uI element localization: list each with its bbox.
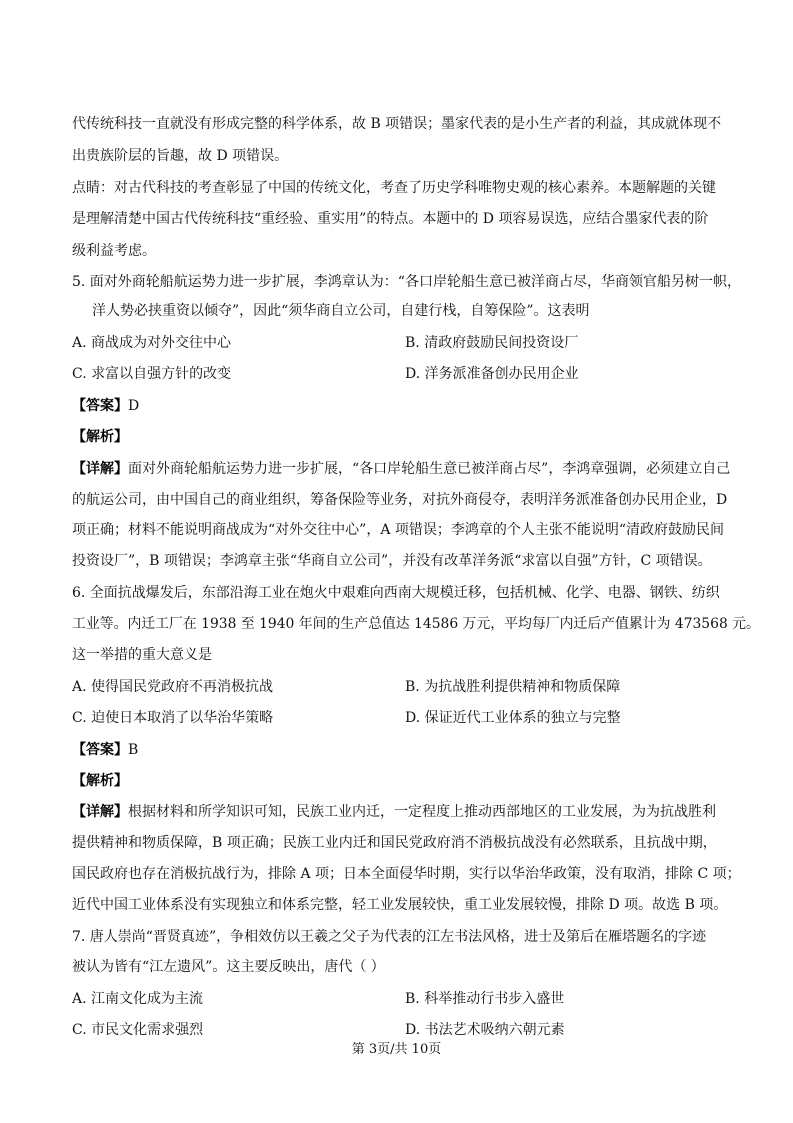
question-7-stem: 7. 唐人崇尚“晋贤真迹”，争相效仿以王羲之父子为代表的江左书法风格，进士及第后在雁塔题名的字迹	[72, 929, 707, 945]
prev-explanation-line: 代传统科技一直就没有形成完整的科学体系，故 B 项错误；墨家代表的是小生产者的利益，其成就体现不	[72, 116, 722, 132]
question-5-stem: 5. 面对外商轮船航运势力进一步扩展，李鸿章认为：“各口岸轮船生意已被洋商占尽，华商领官船另树一帜，	[72, 274, 741, 290]
q5-option-c: C. 求富以自强方针的改变	[72, 366, 232, 382]
detail-text: 根据材料和所学知识可知，民族工业内迁，一定程度上推动西部地区的工业发展，为为抗战胜利	[128, 804, 716, 820]
q5-analysis-tag	[72, 427, 128, 447]
answer-value: B	[128, 742, 139, 758]
question-5-stem: 洋人势必挟重资以倾夺”，因此“须华商自立公司，自建行栈，自筹保险”。这表明	[92, 303, 590, 319]
q6-detail-line: 提供精神和物质保障，B 项正确；民族工业内迁和国民党政府消不消极抗战没有必然联系，且抗战中期，	[72, 835, 717, 851]
detail-tag: 【详解】	[72, 804, 128, 820]
answer-tag: 【答案】	[72, 398, 128, 414]
prev-explanation-line: 出贵族阶层的旨趣，故 D 项错误。	[72, 148, 289, 164]
q6-analysis-tag	[72, 771, 128, 791]
q7-option-c: C. 市民文化需求强烈	[72, 1022, 204, 1038]
question-6-stem: 这一举措的重大意义是	[72, 647, 212, 663]
question-6-stem: 6. 全面抗战爆发后，东部沿海工业在炮火中艰难向西南大规模迁移，包括机械、化学、电器、钢铁、纺织	[72, 585, 720, 601]
q7-option-d: D. 书法艺术吸纳六朝元素	[405, 1022, 565, 1038]
q6-detail-line: 国民政府也存在消极抗战行为，排除 A 项；日本全面侵华时期，实行以华治华政策，没有取消，排除 C 项；	[72, 866, 741, 882]
comment-line: 点睛：对古代科技的考查彰显了中国的传统文化，考查了历史学科唯物史观的核心素养。本题解题的关键	[72, 180, 716, 196]
q6-answer	[72, 740, 138, 760]
q5-detail-line: 的航运公司，由中国自己的商业组织，筹备保险等业务，对抗外商侵夺，表明洋务派准备创办民用企业，D	[72, 492, 728, 508]
detail-text: 面对外商轮船航运势力进一步扩展，“各口岸轮船生意已被洋商占尽”，李鸿章强调，必须建立自己	[128, 461, 731, 477]
q6-option-c: C. 迫使日本取消了以华治华策略	[72, 710, 274, 726]
q5-option-b: B. 清政府鼓励民间投资设厂	[405, 335, 579, 351]
q5-detail-line	[72, 459, 730, 479]
q5-answer	[72, 396, 139, 416]
q6-option-d: D. 保证近代工业体系的独立与完整	[405, 710, 621, 726]
comment-line: 是理解清楚中国古代传统科技“重经验、重实用”的特点。本题中的 D 项容易误选，应结合墨家代表的阶	[72, 211, 709, 227]
q5-option-d: D. 洋务派准备创办民用企业	[405, 366, 579, 382]
q5-detail-line: 项正确；材料不能说明商战成为“对外交往中心”，A 项错误；李鸿章的个人主张不能说明“清政府鼓励民间	[72, 522, 725, 538]
q5-option-a: A. 商战成为对外交往中心	[72, 335, 232, 351]
q7-option-a: A. 江南文化成为主流	[72, 991, 204, 1007]
comment-line: 级利益考虑。	[72, 243, 156, 259]
page-number-footer: 第 3页/共 10页	[351, 1042, 442, 1057]
analysis-tag: 【解析】	[72, 773, 128, 789]
q6-detail-line: 近代中国工业体系没有实现独立和体系完整，轻工业发展较快，重工业发展较慢，排除 D 项。故选 B 项。	[72, 897, 728, 913]
q6-option-b: B. 为抗战胜利提供精神和物质保障	[405, 679, 621, 695]
q6-option-a: A. 使得国民党政府不再消极抗战	[72, 679, 274, 695]
q7-option-b: B. 科举推动行书步入盛世	[405, 991, 565, 1007]
analysis-tag: 【解析】	[72, 429, 128, 445]
q6-detail-line	[72, 802, 716, 822]
q5-detail-line: 投资设厂”，B 项错误；李鸿章主张“华商自立公司”，并没有改革洋务派“求富以自强”方针，C 项错误。	[72, 553, 712, 569]
answer-value: D	[128, 398, 140, 414]
detail-tag: 【详解】	[72, 461, 128, 477]
question-7-stem: 被认为皆有“江左遗风”。这主要反映出，唐代（ ）	[72, 959, 385, 975]
answer-tag: 【答案】	[72, 742, 128, 758]
question-6-stem: 工业等。内迁工厂在 1938 至 1940 年间的生产总值达 14586 万元，平均每厂内迁后产值累计为 473568 元。	[72, 616, 760, 632]
